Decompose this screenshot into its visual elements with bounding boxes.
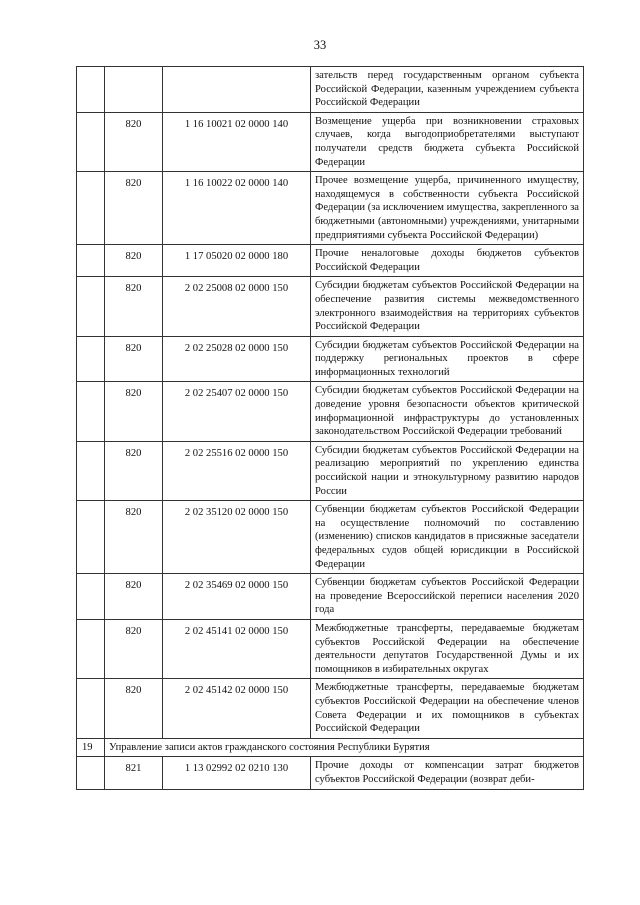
admin-code-cell: 820 — [105, 172, 163, 245]
row-number-cell — [77, 501, 105, 574]
table-row — [77, 501, 584, 574]
page-number: 33 — [313, 38, 327, 52]
row-number-cell — [77, 277, 105, 336]
admin-code-cell: 821 — [105, 757, 163, 789]
description-cell: зательств перед государственным органом субъекта Российской Федерации, казенным учреждением субъекта Российской Федерации — [311, 67, 584, 113]
kbk-code-cell: 1 17 05020 02 0000 180 — [163, 245, 311, 277]
row-number-cell — [77, 382, 105, 441]
kbk-code-cell: 2 02 25407 02 0000 150 — [163, 382, 311, 441]
row-number-cell — [77, 757, 105, 789]
admin-code-cell — [105, 67, 163, 113]
admin-code-cell: 820 — [105, 245, 163, 277]
description-cell: Прочее возмещение ущерба, причиненного имуществу, находящемуся в собственности субъекта Российской Федерации (за исключением имущества, закрепленного за бюджетными (автономными) учреждениями, унитарными предприятиями субъекта Российской Федерации) — [311, 172, 584, 245]
kbk-code-cell: 1 16 10021 02 0000 140 — [163, 112, 311, 171]
section-row — [77, 738, 584, 757]
admin-code-cell: 820 — [105, 382, 163, 441]
admin-code-cell: 820 — [105, 679, 163, 738]
row-number-cell — [77, 245, 105, 277]
kbk-code-cell — [163, 67, 311, 113]
budget-classification-table — [76, 66, 584, 790]
admin-code-cell: 820 — [105, 277, 163, 336]
row-number-cell — [77, 441, 105, 500]
table-row — [77, 382, 584, 441]
description-cell: Субсидии бюджетам субъектов Российской Федерации на обеспечение развития системы межведомственного электронного взаимодействия на территориях субъектов Российской Федерации — [311, 277, 584, 336]
table-row — [77, 574, 584, 620]
description-cell: Субсидии бюджетам субъектов Российской Федерации на реализацию мероприятий по укреплению единства российской нации и этнокультурному развитию народов России — [311, 441, 584, 500]
table-row — [77, 67, 584, 113]
row-number-cell — [77, 619, 105, 678]
kbk-code-cell: 1 16 10022 02 0000 140 — [163, 172, 311, 245]
kbk-code-cell: 2 02 45141 02 0000 150 — [163, 619, 311, 678]
admin-code-cell: 820 — [105, 112, 163, 171]
kbk-code-cell: 2 02 45142 02 0000 150 — [163, 679, 311, 738]
table-row — [77, 441, 584, 500]
kbk-code-cell: 2 02 35469 02 0000 150 — [163, 574, 311, 620]
table-row — [77, 336, 584, 382]
kbk-code-cell: 2 02 25008 02 0000 150 — [163, 277, 311, 336]
row-number-cell — [77, 67, 105, 113]
table-row — [77, 112, 584, 171]
row-number-cell — [77, 679, 105, 738]
description-cell: Субсидии бюджетам субъектов Российской Федерации на поддержку региональных проектов в сфере информационных технологий — [311, 336, 584, 382]
kbk-code-cell: 2 02 25028 02 0000 150 — [163, 336, 311, 382]
row-number-cell — [77, 112, 105, 171]
section-number: 19 — [77, 738, 105, 757]
table-row — [77, 757, 584, 789]
admin-code-cell: 820 — [105, 619, 163, 678]
admin-code-cell: 820 — [105, 501, 163, 574]
row-number-cell — [77, 172, 105, 245]
kbk-code-cell: 2 02 25516 02 0000 150 — [163, 441, 311, 500]
table-row — [77, 172, 584, 245]
description-cell: Субвенции бюджетам субъектов Российской Федерации на осуществление полномочий по составлению (изменению) списков кандидатов в присяжные заседатели федеральных судов общей юрисдикции в Российской Федерации — [311, 501, 584, 574]
description-cell: Субсидии бюджетам субъектов Российской Федерации на доведение уровня безопасности объектов критической информационной инфраструктуры до установленных законодательством Российской Федерации требований — [311, 382, 584, 441]
row-number-cell — [77, 574, 105, 620]
admin-code-cell: 820 — [105, 441, 163, 500]
kbk-code-cell: 1 13 02992 02 0210 130 — [163, 757, 311, 789]
admin-code-cell: 820 — [105, 336, 163, 382]
table-row — [77, 619, 584, 678]
table-row — [77, 679, 584, 738]
table-row — [77, 277, 584, 336]
description-cell: Возмещение ущерба при возникновении страховых случаев, когда выгодоприобретателями выступают получатели средств бюджета субъекта Российской Федерации — [311, 112, 584, 171]
description-cell: Прочие неналоговые доходы бюджетов субъектов Российской Федерации — [311, 245, 584, 277]
description-cell: Прочие доходы от компенсации затрат бюджетов субъектов Российской Федерации (возврат деби- — [311, 757, 584, 789]
description-cell: Субвенции бюджетам субъектов Российской Федерации на проведение Всероссийской переписи населения 2020 года — [311, 574, 584, 620]
description-cell: Межбюджетные трансферты, передаваемые бюджетам субъектов Российской Федерации на обеспечение деятельности депутатов Государственной Думы и их помощников в избирательных округах — [311, 619, 584, 678]
row-number-cell — [77, 336, 105, 382]
description-cell: Межбюджетные трансферты, передаваемые бюджетам субъектов Российской Федерации на обеспечение членов Совета Федерации и их помощников в субъектах Российской Федерации — [311, 679, 584, 738]
table-row — [77, 245, 584, 277]
admin-code-cell: 820 — [105, 574, 163, 620]
section-title: Управление записи актов гражданского состояния Республики Бурятия — [105, 738, 584, 757]
kbk-code-cell: 2 02 35120 02 0000 150 — [163, 501, 311, 574]
